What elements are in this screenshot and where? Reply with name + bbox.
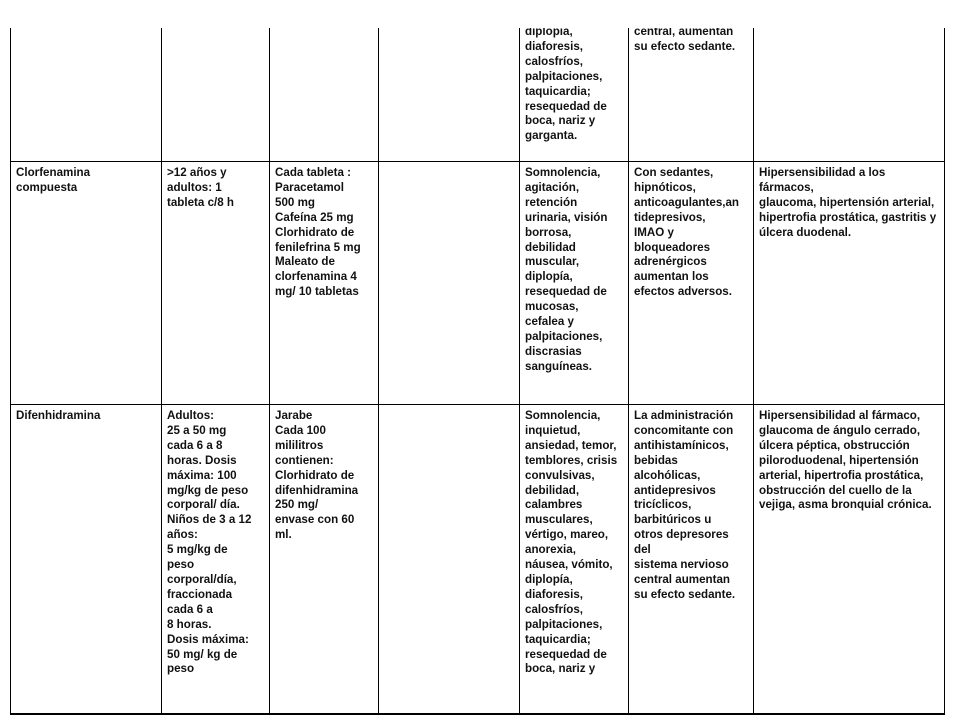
contraindications-text: Hipersensibilidad a los fármacos, glaucoma, hipertensión arterial, hipertrofia prostática, gastritis y úlcera duodenal.	[759, 166, 937, 239]
adverse-effects-cell	[520, 405, 629, 715]
contraindications-cell	[754, 28, 945, 162]
drug-name-cell	[11, 162, 162, 405]
dose-cell	[162, 28, 270, 162]
drug-name-text: Difenhidramina	[16, 409, 101, 422]
dose-text: Adultos: 25 a 50 mg cada 6 a 8 horas. Dosis máxima: 100 mg/kg de peso corporal/ día. Niños de 3 a 12 años: 5 mg/kg de peso corporal/día, fraccionada cada 6 a 8 horas. Dosis máxima: 50 mg/ kg de peso	[167, 409, 252, 676]
interactions-cell	[629, 405, 754, 715]
presentation-cell	[270, 162, 379, 405]
drug-name-cell	[11, 28, 162, 162]
interactions-text: La administración concomitante con antihistamínicos, bebidas alcohólicas, antidepresivos tricíclicos, barbitúricos u otros depresores del sistema nervioso central aumentan su efecto sedante.	[634, 409, 736, 601]
empty-cell	[379, 162, 520, 405]
presentation-text: Cada tableta : Paracetamol 500 mg Cafeína 25 mg Clorhidrato de fenilefrina 5 mg Maleato de clorfenamina 4 mg/ 10 tabletas	[275, 166, 361, 299]
drug-name-text: Clorfenamina compuesta	[16, 166, 91, 194]
contraindications-text: Hipersensibilidad al fármaco, glaucoma de ángulo cerrado, úlcera péptica, obstrucción piloroduodenal, hipertensión arterial, hipertrofia prostática, obstrucción del cuello de la vejiga, asma bronquial crónica.	[759, 409, 932, 512]
adverse-effects-text: Somnolencia, inquietud, ansiedad, temor, temblores, crisis convulsivas, debilidad, calambres musculares, vértigo, mareo, anorexia, náusea, vómito, diplopía, diaforesis, calosfríos, palpitaciones, taquicardia; resequedad de boca, nariz y	[525, 409, 618, 676]
dose-cell	[162, 405, 270, 715]
dose-cell	[162, 162, 270, 405]
presentation-text: Jarabe Cada 100 mililitros contienen: Clorhidrato de difenhidramina 250 mg/ envase con 60 ml.	[275, 409, 359, 542]
adverse-effects-cell	[520, 162, 629, 405]
table-row	[11, 405, 945, 715]
adverse-effects-cell	[520, 28, 629, 162]
empty-cell	[379, 405, 520, 715]
interactions-cell	[629, 28, 754, 162]
drug-table	[10, 28, 945, 715]
interactions-text: Con sedantes, hipnóticos, anticoagulantes,an tidepresivos, IMAO y bloqueadores adrenérgicos aumentan los efectos adversos.	[634, 166, 740, 299]
table-row	[11, 28, 945, 162]
presentation-cell	[270, 405, 379, 715]
adverse-effects-text: Somnolencia, agitación, retención urinaria, visión borrosa, debilidad muscular, diplopía, resequedad de mucosas, cefalea y palpitaciones, discrasias sanguíneas.	[525, 166, 608, 373]
contraindications-cell	[754, 162, 945, 405]
contraindications-cell	[754, 405, 945, 715]
table-row	[11, 162, 945, 405]
presentation-cell	[270, 28, 379, 162]
dose-text: >12 años y adultos: 1 tableta c/8 h	[167, 166, 235, 209]
interactions-text: central, aumentan su efecto sedante.	[634, 28, 736, 53]
adverse-effects-text: diplopía, diaforesis, calosfríos, palpitaciones, taquicardia; resequedad de boca, nariz y garganta.	[525, 28, 607, 143]
empty-cell	[379, 28, 520, 162]
interactions-cell	[629, 162, 754, 405]
drug-name-cell	[11, 405, 162, 715]
